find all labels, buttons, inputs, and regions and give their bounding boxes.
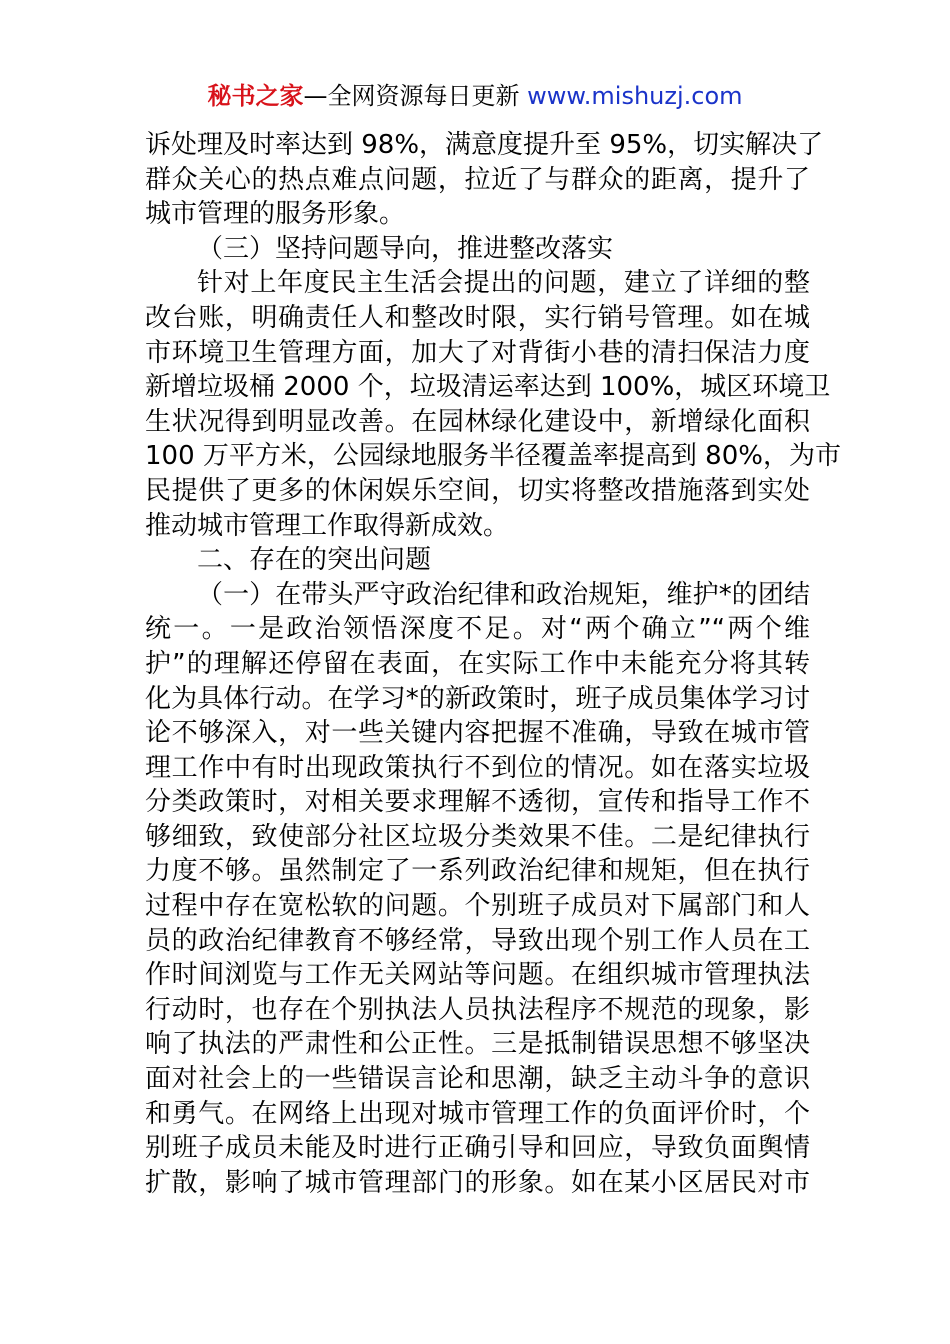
text-line: 够细致，致使部分社区垃圾分类效果不佳。二是纪律执行	[145, 821, 810, 852]
brand-name: 秘书之家	[207, 82, 304, 110]
text-line: 统一。一是政治领悟深度不足。对“两个确立”“两个维	[145, 614, 810, 645]
text-line: 群众关心的热点难点问题，拉近了与群众的距离，提升了	[145, 164, 810, 195]
text-line: 力度不够。虽然制定了一系列政治纪律和规矩，但在执行	[145, 856, 810, 887]
text-line: 作时间浏览与工作无关网站等问题。在组织城市管理执法	[145, 960, 810, 991]
text-line: 过程中存在宽松软的问题。个别班子成员对下属部门和人	[145, 891, 810, 922]
section-heading: 二、存在的突出问题	[197, 545, 432, 576]
section-heading: （三）坚持问题导向，推进整改落实	[197, 233, 614, 264]
document-body	[145, 128, 841, 1200]
text-line: 行动时，也存在个别执法人员执法程序不规范的现象，影	[145, 994, 810, 1025]
text-line: 诉处理及时率达到 98%，满意度提升至 95%，切实解决了	[145, 130, 824, 160]
text-line: 和勇气。在网络上出现对城市管理工作的负面评价时，个	[145, 1098, 810, 1129]
text-line: 分类政策时，对相关要求理解不透彻，宣传和指导工作不	[145, 787, 810, 818]
site-header	[0, 80, 950, 112]
text-line: 城市管理的服务形象。	[145, 199, 406, 230]
text-line: 针对上年度民主生活会提出的问题，建立了详细的整	[197, 268, 810, 299]
text-line: 扩散，影响了城市管理部门的形象。如在某小区居民对市	[145, 1167, 810, 1198]
text-line: 化为具体行动。在学习*的新政策时，班子成员集体学习讨	[145, 683, 810, 714]
header-tagline: —全网资源每日更新	[303, 82, 528, 110]
text-line: 改台账，明确责任人和整改时限，实行销号管理。如在城	[145, 302, 810, 333]
text-line: 推动城市管理工作取得新成效。	[145, 510, 510, 541]
text-line: 论不够深入，对一些关键内容把握不准确，导致在城市管	[145, 718, 810, 749]
text-line: （一）在带头严守政治纪律和政治规矩，维护*的团结	[197, 579, 810, 610]
text-line: 面对社会上的一些错误言论和思潮，缺乏主动斗争的意识	[145, 1064, 810, 1095]
text-line: 新增垃圾桶 2000 个，垃圾清运率达到 100%，城区环境卫	[145, 372, 831, 403]
text-line: 理工作中有时出现政策执行不到位的情况。如在落实垃圾	[145, 752, 810, 783]
text-line: 护”的理解还停留在表面，在实际工作中未能充分将其转	[145, 648, 810, 679]
text-line: 别班子成员未能及时进行正确引导和回应，导致负面舆情	[145, 1133, 810, 1164]
text-line: 市环境卫生管理方面，加大了对背街小巷的清扫保洁力度	[145, 337, 810, 368]
text-line: 员的政治纪律教育不够经常，导致出现个别工作人员在工	[145, 925, 810, 956]
text-line: 民提供了更多的休闲娱乐空间，切实将整改措施落到实处	[145, 475, 810, 506]
text-line: 响了执法的严肃性和公正性。三是抵制错误思想不够坚决	[145, 1029, 810, 1060]
text-line: 生状况得到明显改善。在园林绿化建设中，新增绿化面积	[145, 406, 810, 437]
text-line: 100 万平方米，公园绿地服务半径覆盖率提高到 80%，为市	[145, 441, 841, 472]
header-url[interactable]: www.mishuzj.com	[527, 82, 743, 110]
